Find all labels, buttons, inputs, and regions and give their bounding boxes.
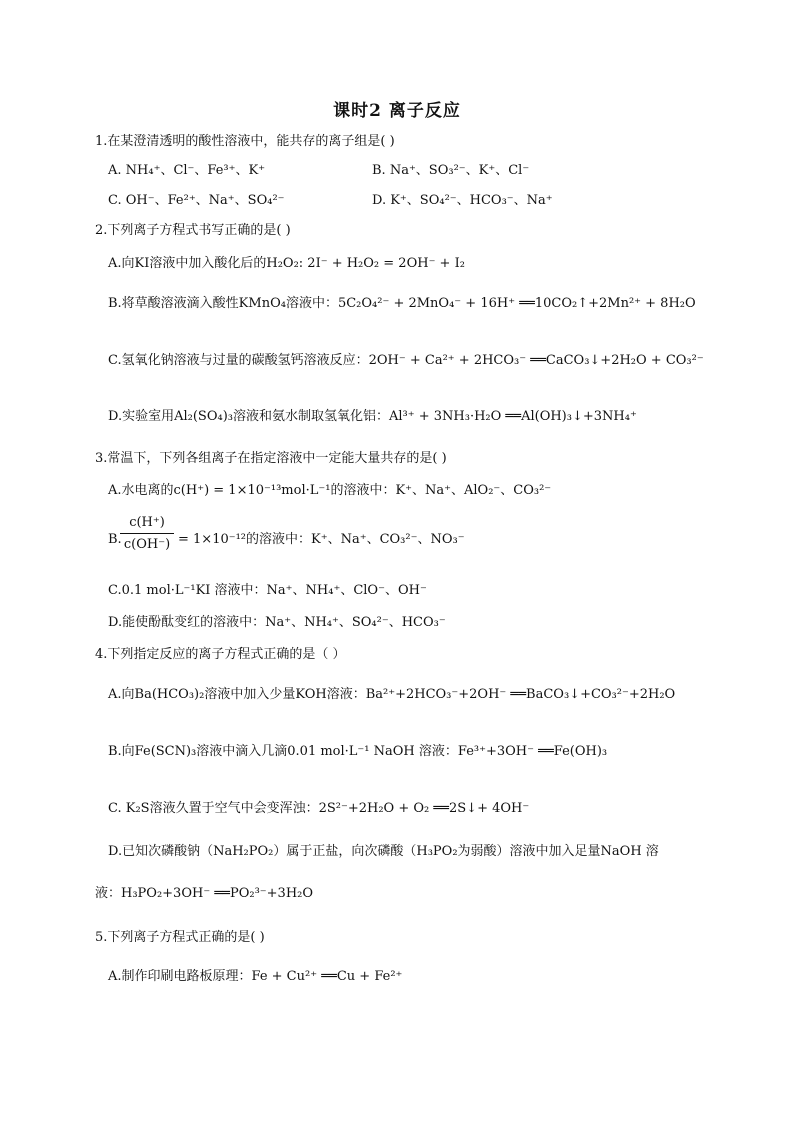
question-1-option-a: A. NH₄⁺、Cl⁻、Fe³⁺、K⁺ — [108, 163, 266, 178]
question-2-option-b: B.将草酸溶液滴入酸性KMnO₄溶液中：5C₂O₄²⁻ + 2MnO₄⁻ + 16H⁺ ══10CO₂↑+2Mn²⁺ + 8H₂O — [108, 296, 696, 311]
question-3-option-b-fraction — [120, 514, 174, 554]
question-1-option-b: B. Na⁺、SO₃²⁻、K⁺、Cl⁻ — [372, 163, 530, 178]
question-3-option-c: C.0.1 mol·L⁻¹KI 溶液中：Na⁺、NH₄⁺、ClO⁻、OH⁻ — [108, 583, 427, 598]
question-5-option-a: A.制作印刷电路板原理：Fe + Cu²⁺ ══Cu + Fe²⁺ — [108, 969, 403, 984]
question-4-option-b: B.向Fe(SCN)₃溶液中滴入几滴0.01 mol·L⁻¹ NaOH 溶液：Fe³⁺+3OH⁻ ══Fe(OH)₃ — [108, 744, 608, 759]
question-2-option-c: C.氢氧化钠溶液与过量的碳酸氢钙溶液反应：2OH⁻ + Ca²⁺ + 2HCO₃⁻ ══CaCO₃↓+2H₂O + CO₃²⁻ — [108, 353, 704, 368]
question-3-option-a: A.水电离的c(H⁺) = 1×10⁻¹³mol·L⁻¹的溶液中：K⁺、Na⁺、AlO₂⁻、CO₃²⁻ — [108, 483, 552, 498]
question-1-option-c: C. OH⁻、Fe²⁺、Na⁺、SO₄²⁻ — [108, 193, 285, 208]
question-1-option-d: D. K⁺、SO₄²⁻、HCO₃⁻、Na⁺ — [372, 193, 553, 208]
question-3-stem: 3.常温下，下列各组离子在指定溶液中一定能大量共存的是( ) — [95, 451, 447, 466]
question-4-option-a: A.向Ba(HCO₃)₂溶液中加入少量KOH溶液：Ba²⁺+2HCO₃⁻+2OH⁻ ══BaCO₃↓+CO₃²⁻+2H₂O — [108, 687, 676, 702]
page-title: 课时2 离子反应 — [333, 101, 461, 121]
question-3-option-d: D.能使酚酞变红的溶液中：Na⁺、NH₄⁺、SO₄²⁻、HCO₃⁻ — [108, 615, 446, 630]
fraction-denominator: c(OH⁻) — [123, 537, 171, 552]
question-4-option-d-line1: D.已知次磷酸钠（NaH₂PO₂）属于正盐，向次磷酸（H₃PO₂为弱酸）溶液中加入足量NaOH 溶 — [108, 844, 659, 859]
fraction-numerator: c(H⁺) — [120, 514, 174, 534]
question-4-option-c: C. K₂S溶液久置于空气中会变浑浊：2S²⁻+2H₂O + O₂ ══2S↓+ 4OH⁻ — [108, 801, 530, 816]
question-3-option-b-prefix: B. — [108, 532, 122, 547]
question-4-stem: 4.下列指定反应的离子方程式正确的是（ ） — [95, 647, 346, 662]
question-2-stem: 2.下列离子方程式书写正确的是( ) — [95, 223, 291, 238]
question-3-option-b-rest: = 1×10⁻¹²的溶液中：K⁺、Na⁺、CO₃²⁻、NO₃⁻ — [178, 532, 465, 547]
question-2-option-d: D.实验室用Al₂(SO₄)₃溶液和氨水制取氢氧化铝：Al³⁺ + 3NH₃·H₂O ══Al(OH)₃↓+3NH₄⁺ — [108, 409, 637, 424]
question-2-option-a: A.向KI溶液中加入酸化后的H₂O₂: 2I⁻ + H₂O₂ = 2OH⁻ + I₂ — [108, 256, 465, 271]
question-4-option-d-line2: 液：H₃PO₂+3OH⁻ ══PO₂³⁻+3H₂O — [95, 886, 314, 901]
question-5-stem: 5.下列离子方程式正确的是( ) — [95, 930, 265, 945]
question-1-stem: 1.在某澄清透明的酸性溶液中，能共存的离子组是( ) — [95, 134, 395, 149]
